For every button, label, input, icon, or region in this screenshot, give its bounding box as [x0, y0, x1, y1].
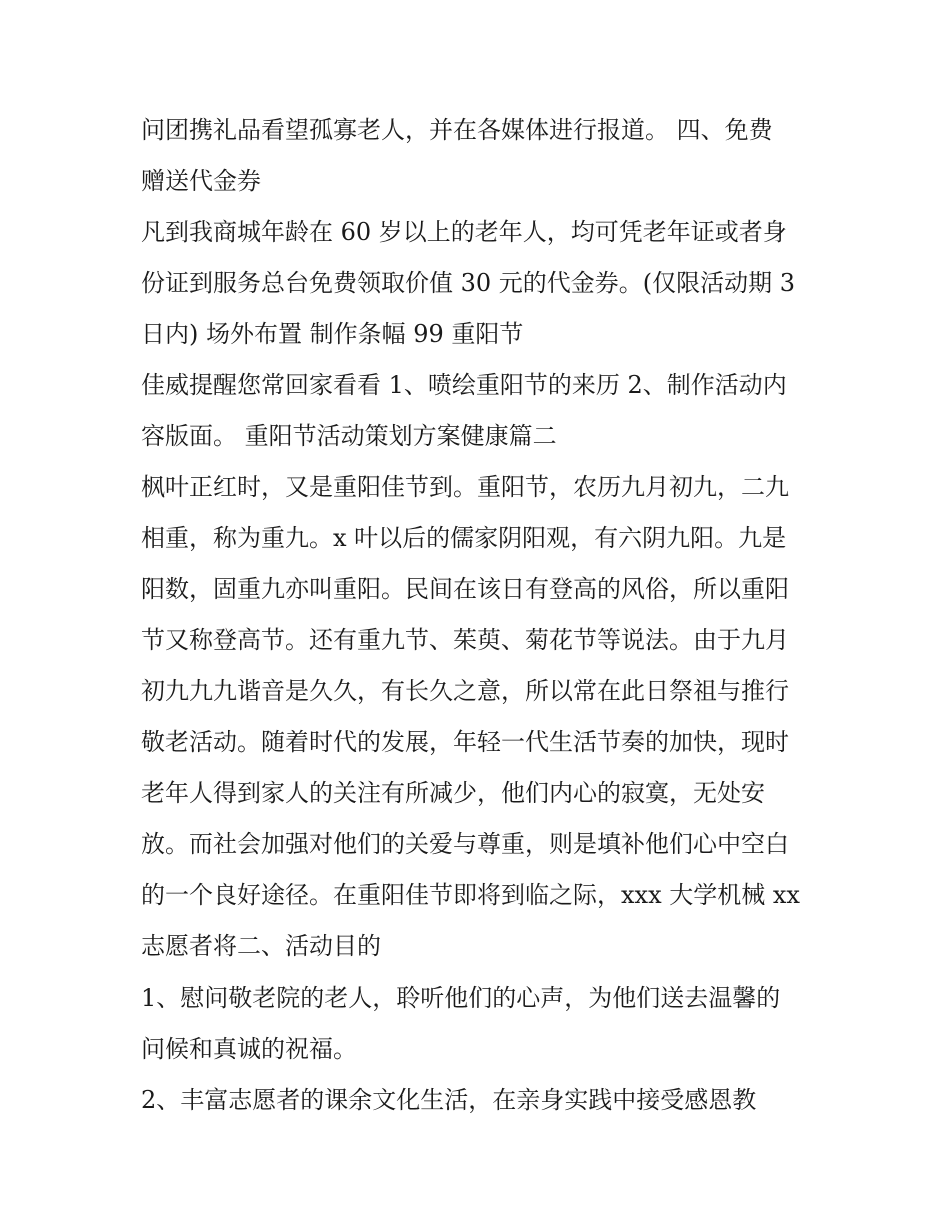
text-line: 枫叶正红时，又是重阳佳节到。重阳节，农历九月初九，二九: [141, 473, 789, 501]
text-line: 日内) 场外布置 制作条幅 99 重阳节: [141, 320, 524, 348]
text-line: 的一个良好途径。在重阳佳节即将到临之际，xxx 大学机械 xx: [141, 881, 800, 909]
text-line: 问候和真诚的祝福。: [141, 1035, 357, 1063]
text-line: 敬老活动。随着时代的发展，年轻一代生活节奏的加快，现时: [141, 728, 789, 756]
text-line: 相重，称为重九。x 叶以后的儒家阴阳观，有六阴九阳。九是: [141, 524, 787, 552]
text-line: 节又称登高节。还有重九节、茱萸、菊花节等说法。由于九月: [141, 626, 789, 654]
text-line: 1、慰问敬老院的老人，聆听他们的心声，为他们送去温馨的: [141, 984, 781, 1012]
text-line: 份证到服务总台免费领取价值 30 元的代金券。(仅限活动期 3: [141, 269, 796, 297]
text-line: 初九九九谐音是久久，有长久之意，所以常在此日祭祖与推行: [141, 677, 789, 705]
text-line: 容版面。 重阳节活动策划方案健康篇二: [141, 422, 557, 450]
text-line: 2、丰富志愿者的课余文化生活，在亲身实践中接受感恩教: [141, 1086, 757, 1114]
text-line: 放。而社会加强对他们的关爱与尊重，则是填补他们心中空白: [141, 830, 789, 858]
text-line: 问团携礼品看望孤寡老人，并在各媒体进行报道。 四、免费: [141, 116, 773, 144]
text-line: 赠送代金券: [141, 167, 261, 195]
text-line: 老年人得到家人的关注有所减少，他们内心的寂寞，无处安: [141, 779, 765, 807]
text-line: 志愿者将二、活动目的: [141, 932, 381, 960]
text-line: 凡到我商城年龄在 60 岁以上的老年人，均可凭老年证或者身: [141, 218, 787, 246]
text-line: 佳威提醒您常回家看看 1、喷绘重阳节的来历 2、制作活动内: [141, 371, 787, 399]
text-line: 阳数，固重九亦叫重阳。民间在该日有登高的风俗，所以重阳: [141, 575, 789, 603]
